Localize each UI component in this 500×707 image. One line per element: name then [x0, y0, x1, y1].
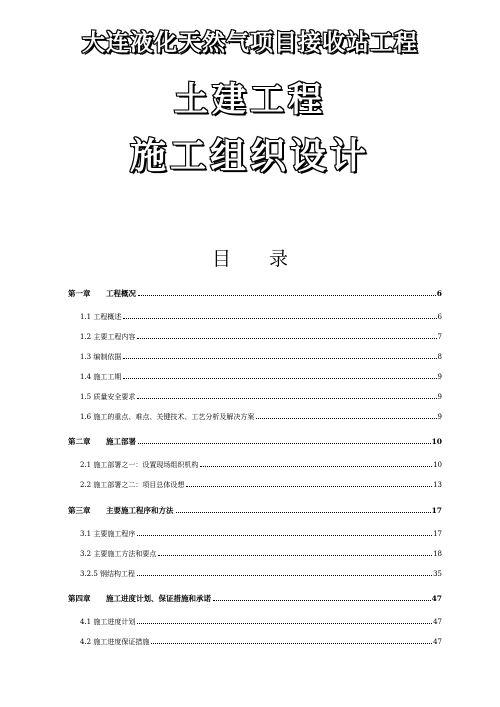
- toc-chapter-entry[interactable]: [68, 289, 442, 298]
- toc-page-number: 17: [431, 506, 442, 515]
- document-title: 施工组织设计: [129, 136, 370, 177]
- toc-section-entry[interactable]: [68, 570, 442, 579]
- toc-section-entry[interactable]: [68, 530, 442, 539]
- toc-section-entry[interactable]: [68, 373, 442, 382]
- toc-entry-title: 4.1 施工进度计划: [80, 618, 136, 626]
- toc-entry-title: 主要施工程序和方法: [106, 506, 174, 515]
- toc-dot-leader: [151, 643, 432, 644]
- toc-dot-leader: [137, 623, 432, 624]
- toc-section-entry[interactable]: [68, 550, 442, 559]
- project-title: 大连液化天然气项目接收站工程: [82, 30, 418, 56]
- toc-dot-leader: [137, 535, 432, 536]
- toc-dot-leader: [186, 486, 432, 487]
- toc-entry-title: 1.3 编制依据: [80, 353, 122, 361]
- toc-entry-title: 3.1 主要施工程序: [80, 530, 136, 538]
- toc-entry-title: 3.2 主要施工方法和要点: [80, 550, 157, 558]
- toc-dot-leader: [158, 555, 432, 556]
- toc-entry-title: 1.5 质量安全要求: [80, 393, 136, 401]
- toc-dot-leader: [138, 443, 431, 444]
- toc-dot-leader: [137, 398, 436, 399]
- toc-page-number: 6: [437, 313, 442, 321]
- toc-entry-title: 2.2 施工部署之二：项目总体设想: [80, 481, 185, 489]
- toc-chapter-entry[interactable]: [68, 506, 442, 515]
- toc-page-number: 9: [437, 373, 442, 381]
- toc-chapter-entry[interactable]: [68, 594, 442, 603]
- toc-section-entry[interactable]: [68, 618, 442, 627]
- toc-entry-title: 工程概况: [106, 289, 136, 298]
- toc-page-number: 9: [437, 413, 442, 421]
- toc-entry-title: 1.4 施工工期: [80, 373, 122, 381]
- toc-page-number: 47: [433, 618, 442, 626]
- toc-page-number: 47: [431, 594, 442, 603]
- toc-entry-title: 1.1 工程概述: [80, 313, 122, 321]
- toc-dot-leader: [213, 600, 431, 601]
- toc-entry-title: 施工进度计划、保证措施和承诺: [106, 594, 211, 603]
- toc-section-entry[interactable]: [68, 393, 442, 402]
- toc-dot-leader: [123, 378, 436, 379]
- toc-entry-title: 施工部署: [106, 437, 136, 446]
- toc-chapter-number: 第二章: [68, 437, 91, 446]
- toc-entry-title: 4.2 施工进度保证措施: [80, 638, 150, 646]
- toc-dot-leader: [137, 575, 432, 576]
- toc-section-entry[interactable]: [68, 481, 442, 490]
- part-title: 土建工程: [174, 80, 326, 120]
- toc-chapter-number: 第三章: [68, 506, 91, 515]
- toc-chapter-number: 第四章: [68, 594, 91, 603]
- toc-section-entry[interactable]: [68, 413, 442, 422]
- toc-page-number: 9: [437, 393, 442, 401]
- toc-page-number: 8: [437, 353, 442, 361]
- toc-dot-leader: [138, 295, 436, 296]
- toc-section-entry[interactable]: [68, 461, 442, 470]
- toc-dot-leader: [123, 358, 436, 359]
- toc-entry-title: 2.1 施工部署之一：设置现场组织机构: [80, 461, 199, 469]
- toc-page-number: 10: [433, 461, 442, 469]
- toc-page-number: 13: [433, 481, 442, 489]
- toc-heading: 目 录: [211, 248, 305, 270]
- toc-page-number: 6: [436, 289, 442, 298]
- toc-entry-title: 3.2.5 钢结构工程: [80, 570, 136, 578]
- toc-section-entry[interactable]: [68, 313, 442, 322]
- toc-entry-title: 1.2 主要工程内容: [80, 333, 136, 341]
- toc-page-number: 10: [431, 437, 442, 446]
- toc-dot-leader: [123, 318, 436, 319]
- toc-chapter-entry[interactable]: [68, 437, 442, 446]
- toc-page-number: 35: [433, 570, 442, 578]
- toc-section-entry[interactable]: [68, 353, 442, 362]
- toc-chapter-number: 第一章: [68, 289, 91, 298]
- toc-dot-leader: [137, 338, 436, 339]
- toc-entry-title: 1.6 施工的重点、难点、关键技术、工艺分析及解决方案: [80, 413, 255, 421]
- toc-section-entry[interactable]: [68, 638, 442, 647]
- toc-page-number: 18: [433, 550, 442, 558]
- toc-dot-leader: [256, 418, 436, 419]
- toc-page-number: 17: [433, 530, 442, 538]
- toc-section-entry[interactable]: [68, 333, 442, 342]
- toc-dot-leader: [200, 466, 432, 467]
- toc-page-number: 7: [437, 333, 442, 341]
- toc-page-number: 47: [433, 638, 442, 646]
- toc-dot-leader: [176, 512, 431, 513]
